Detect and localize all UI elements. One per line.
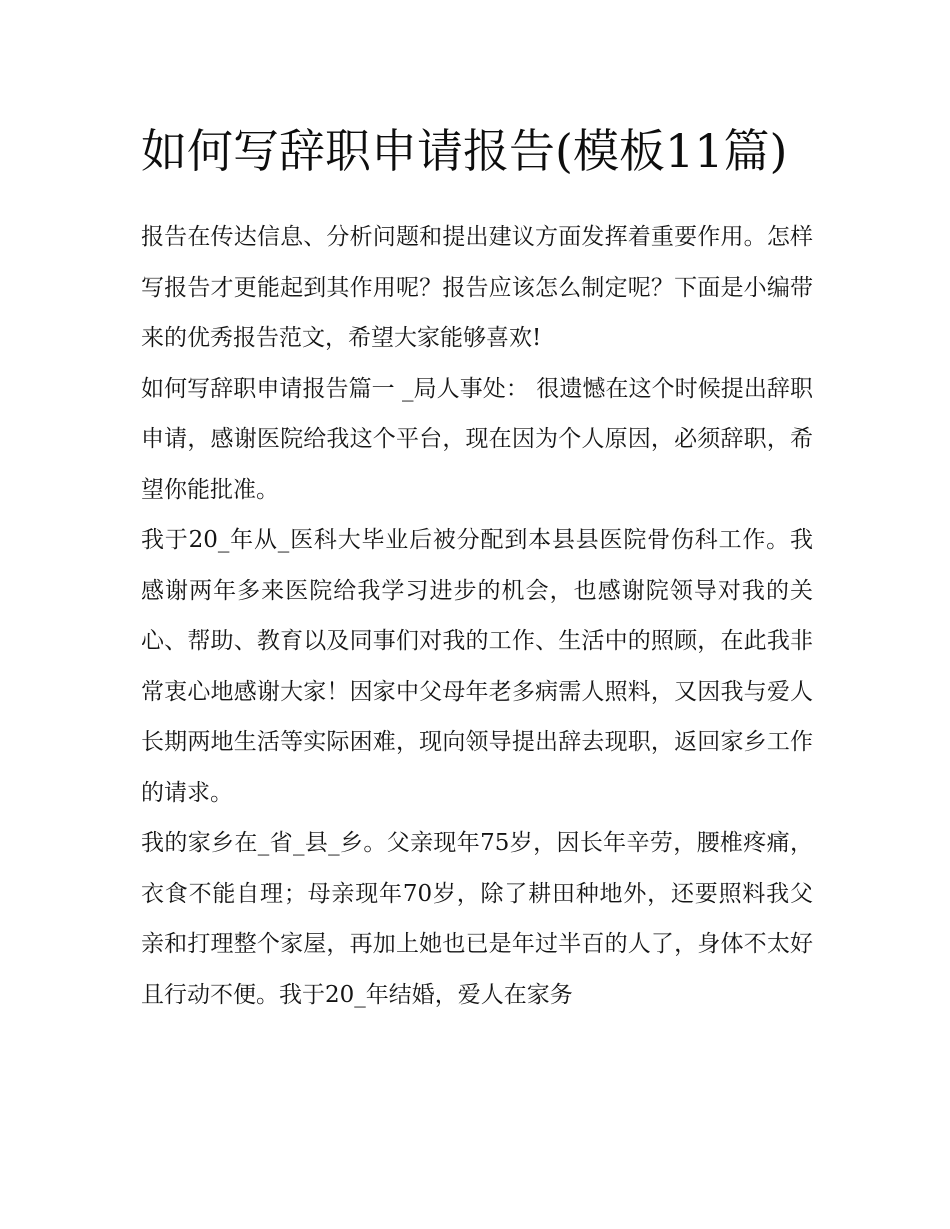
paragraph-family: 我的家乡在_省_县_乡。父亲现年75岁，因长年辛劳，腰椎疼痛，衣食不能自理；母亲现年70岁，除了耕田种地外，还要照料我父亲和打理整个家屋，再加上她也已是年过半百的人了，身体不太好且行动不便。我于20_年结婚，爱人在家务: [141, 830, 813, 1008]
document-title: 如何写辞职申请报告(模板11篇): [141, 124, 788, 178]
paragraph-intro: 报告在传达信息、分析问题和提出建议方面发挥着重要作用。怎样写报告才更能起到其作用呢？报告应该怎么制定呢？下面是小编带来的优秀报告范文，希望大家能够喜欢!: [141, 224, 813, 351]
paragraph-background: 我于20_年从_医科大毕业后被分配到本县县医院骨伤科工作。我感谢两年多来医院给我学习进步的机会，也感谢院领导对我的关心、帮助、教育以及同事们对我的工作、生活中的照顾，在此我非常衷心地感谢大家！因家中父母年老多病需人照料，又因我与爱人长期两地生活等实际困难，现向领导提出辞去现职，返回家乡工作的请求。: [141, 527, 813, 806]
paragraph-salutation: 如何写辞职申请报告篇一 _局人事处： 很遗憾在这个时候提出辞职申请，感谢医院给我这个平台，现在因为个人原因，必须辞职，希望你能批准。: [141, 375, 813, 503]
document-body: [141, 112, 813, 1020]
